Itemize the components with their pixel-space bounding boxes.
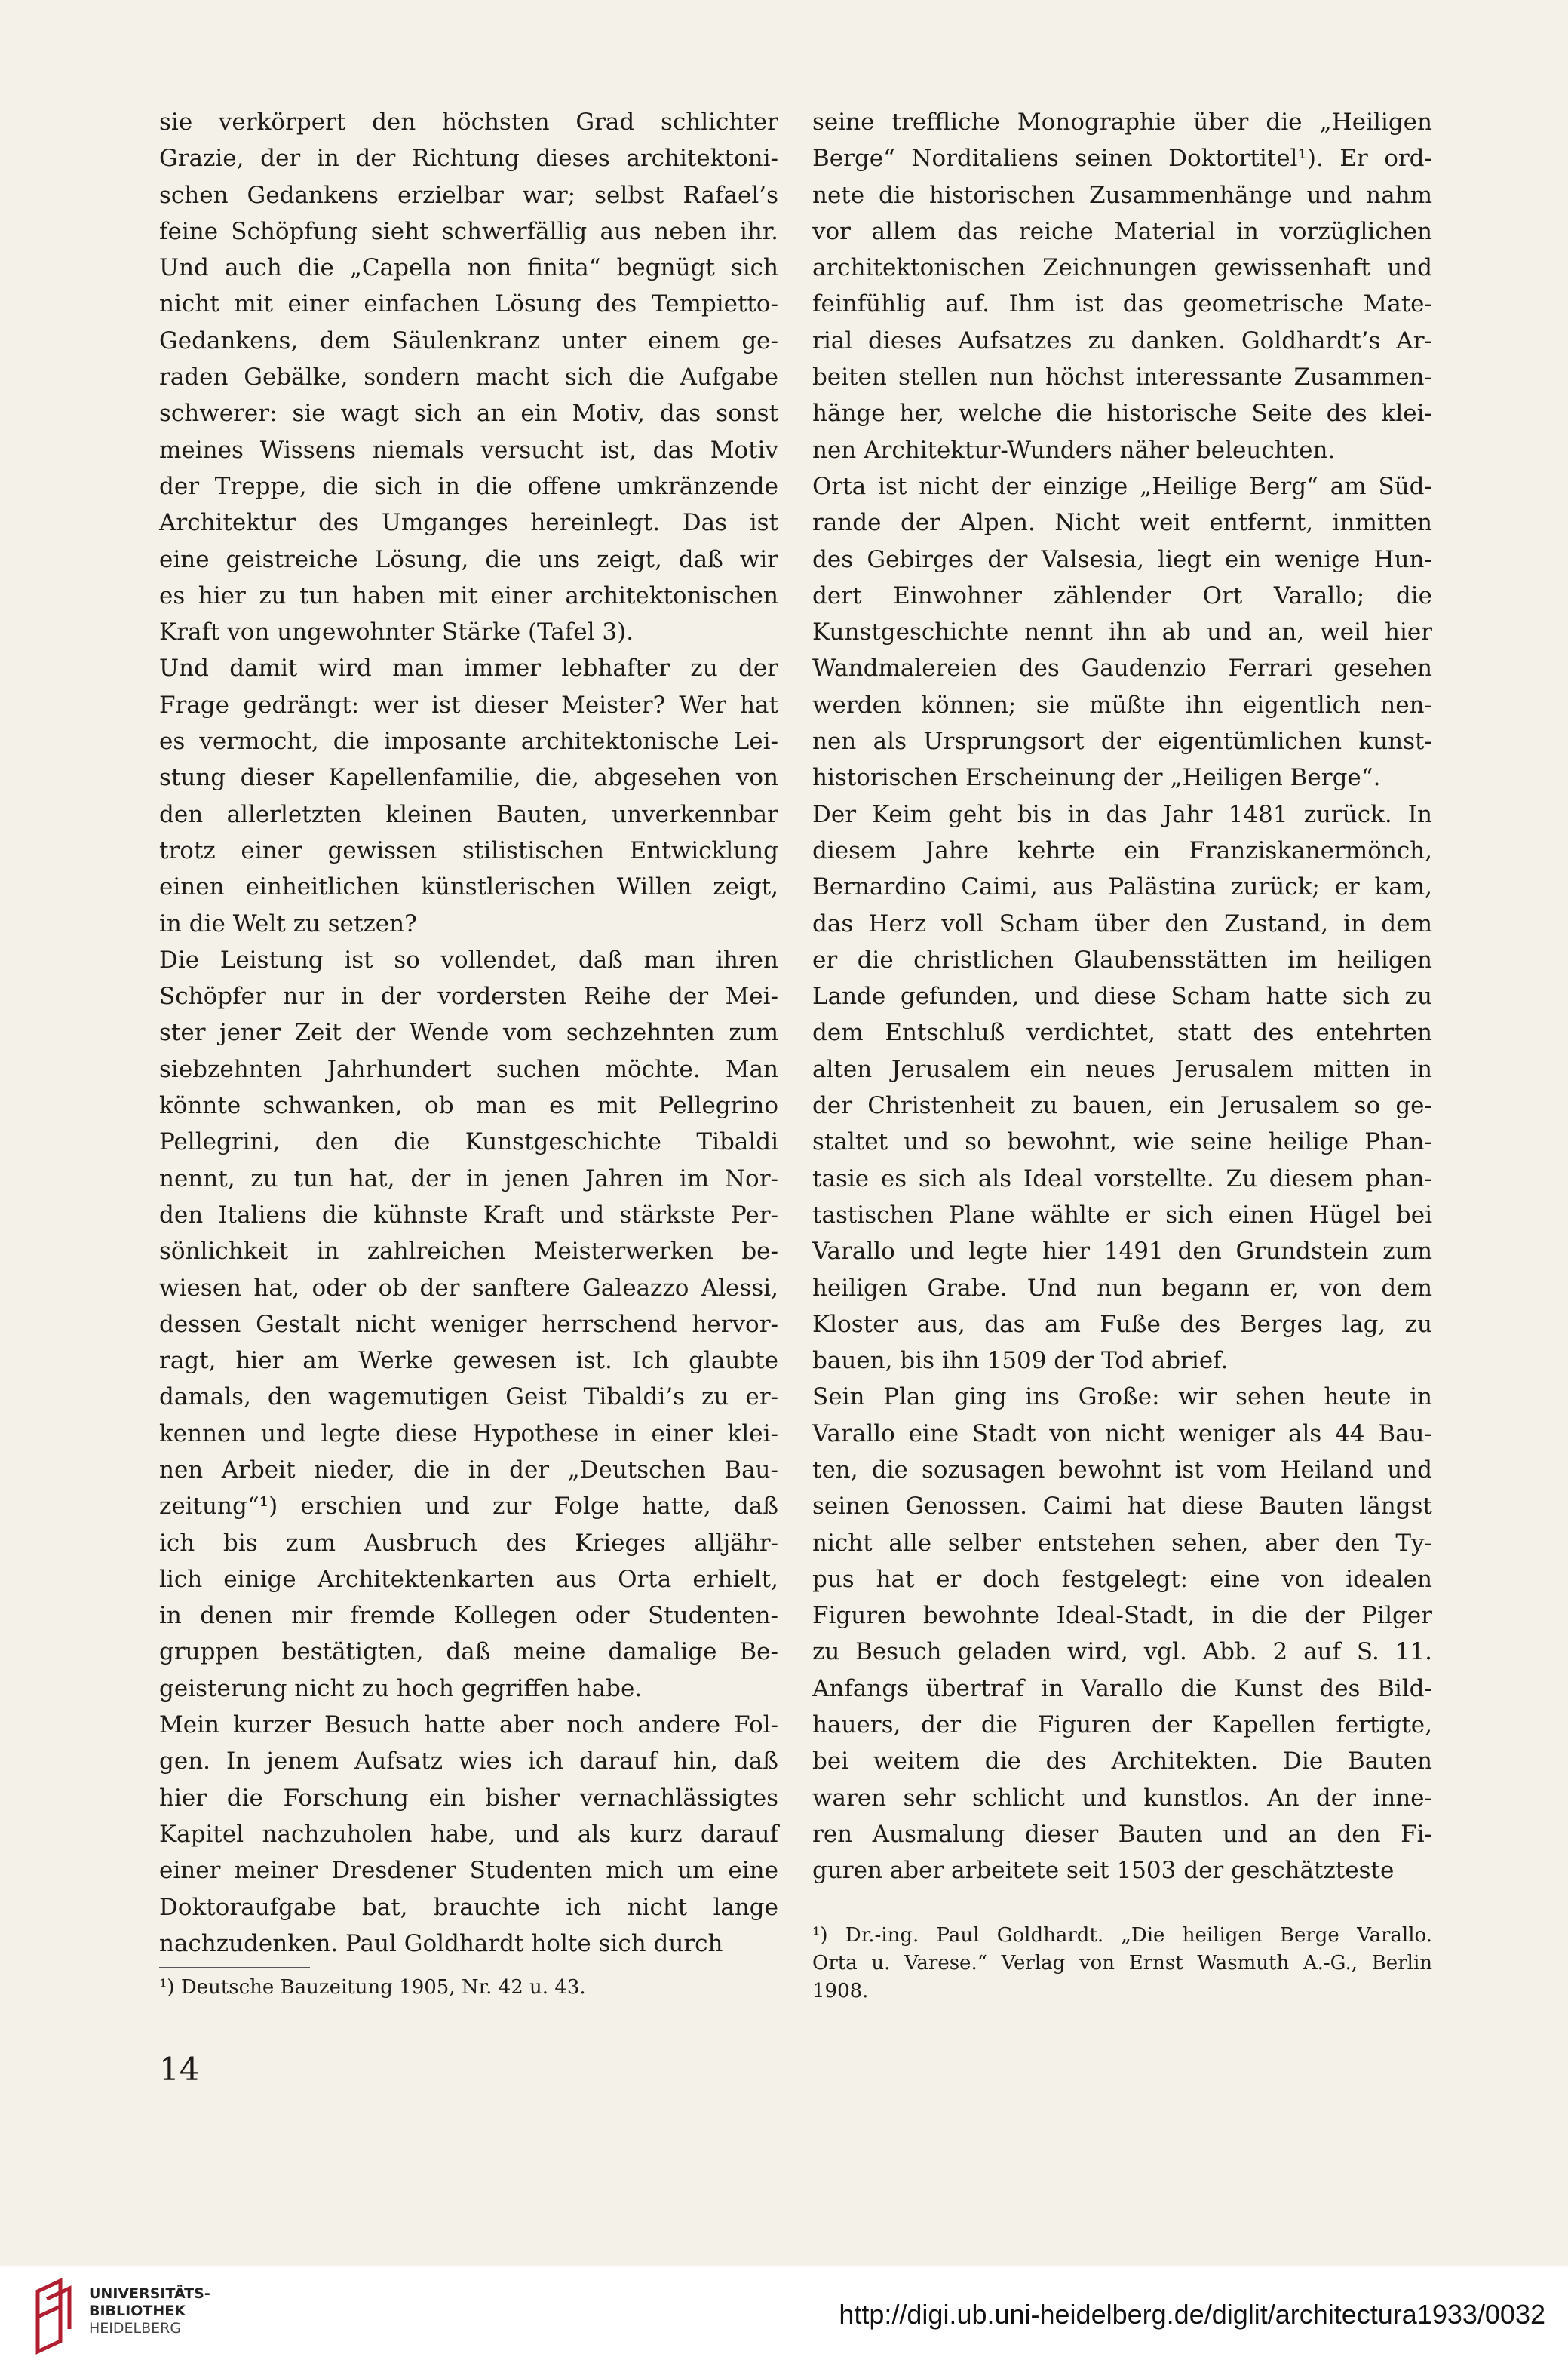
text-line: es hier zu tun haben mit einer architektonischen [159, 581, 778, 609]
text-line: dem Entschluß verdichtet, statt des entehrten [812, 1019, 1432, 1047]
text-line: damals, den wagemutigen Geist Tibaldi’s zu er- [159, 1383, 778, 1411]
text-line: Sein Plan ging ins Große: wir sehen heute in [812, 1383, 1432, 1411]
text-line: ren Ausmalung dieser Bauten und an den Fi- [812, 1820, 1432, 1848]
right-footnote [812, 1922, 1432, 2005]
text-line: diesem Jahre kehrte ein Franziskanermönch, [812, 836, 1432, 864]
text-line: sönlichkeit in zahlreichen Meisterwerken be- [159, 1238, 778, 1266]
text-line: Varallo eine Stadt von nicht weniger als 44 Bau- [812, 1419, 1432, 1447]
text-line: Berge“ Norditaliens seinen Doktortitel¹). Er ord- [812, 145, 1432, 173]
text-line: einer meiner Dresdener Studenten mich um eine [159, 1857, 778, 1885]
text-line: hauers, der die Figuren der Kapellen fertigte, [812, 1711, 1432, 1739]
text-line: ster jener Zeit der Wende vom sechzehnten zum [159, 1019, 778, 1047]
text-line: Kloster aus, das am Fuße des Berges lag, zu [812, 1310, 1432, 1338]
text-line: schwerer: sie wagt sich an ein Motiv, das sonst [159, 400, 778, 428]
text-line: Kraft von ungewohnter Stärke (Tafel 3). [159, 618, 634, 646]
text-line: nachzudenken. Paul Goldhardt holte sich durch [159, 1929, 723, 1957]
text-line: der Christenheit zu bauen, ein Jerusalem so ge- [812, 1092, 1432, 1120]
text-line: sie verkörpert den höchsten Grad schlichter [159, 109, 778, 136]
text-line: dert Einwohner zählender Ort Varallo; die [812, 581, 1432, 609]
text-line: tastischen Plane wählte er sich einen Hügel bei [812, 1201, 1432, 1229]
text-line: Wandmalereien des Gaudenzio Ferrari gesehen [812, 655, 1432, 683]
text-line: nen als Ursprungsort der eigentümlichen kunst- [812, 728, 1432, 756]
text-line: seine treffliche Monographie über die „Heiligen [812, 109, 1432, 136]
text-line: hier die Forschung ein bisher vernachlässigtes [159, 1784, 778, 1812]
text-line: raden Gebälke, sondern macht sich die Aufgabe [159, 364, 778, 391]
footnote-line: ¹) Dr.-ing. Paul Goldhardt. „Die heiligen Berge Varallo. [812, 1924, 1432, 1947]
text-line: heiligen Grabe. Und nun begann er, von dem [812, 1274, 1432, 1302]
text-line: guren aber arbeitete seit 1503 der geschätzteste [812, 1857, 1395, 1885]
text-line: Kunstgeschichte nennt ihn ab und an, weil hier [812, 618, 1432, 646]
logo-line-1: UNIVERSITÄTS- [89, 2285, 210, 2302]
text-line: ragt, hier am Werke gewesen ist. Ich glaubte [159, 1347, 778, 1375]
text-line: gen. In jenem Aufsatz wies ich darauf hin, daß [159, 1748, 778, 1775]
text-line: nennt, zu tun hat, der in jenen Jahren im Nor- [159, 1165, 778, 1192]
text-line: meines Wissens niemals versucht ist, das Motiv [159, 436, 778, 464]
text-line: nen Architektur-Wunders näher beleuchten. [812, 436, 1336, 464]
page-number: 14 [159, 2051, 200, 2088]
text-line: feinfühlig auf. Ihm ist das geometrische Mate- [812, 290, 1432, 318]
right-text-column [812, 104, 1432, 1889]
text-line: Mein kurzer Besuch hatte aber noch andere Fol- [159, 1711, 778, 1739]
text-line: zu Besuch geladen wird, vgl. Abb. 2 auf S. 11. [812, 1638, 1432, 1666]
footnote-line: Orta u. Varese.“ Verlag von Ernst Wasmuth A.-G., Berlin [812, 1952, 1432, 1975]
text-line: in denen mir fremde Kollegen oder Studenten- [159, 1602, 778, 1630]
text-line: das Herz voll Scham über den Zustand, in dem [812, 910, 1432, 937]
text-line: einen einheitlichen künstlerischen Willen zeigt, [159, 873, 778, 901]
text-line: waren sehr schlicht und kunstlos. An der inne- [812, 1784, 1432, 1812]
text-line: hänge her, welche die historische Seite des klei- [812, 400, 1432, 428]
text-line: staltet und so bewohnt, wie seine heilige Phan- [812, 1128, 1432, 1156]
text-line: seinen Genossen. Caimi hat diese Bauten längst [812, 1493, 1432, 1520]
text-line: siebzehnten Jahrhundert suchen möchte. Man [159, 1055, 778, 1083]
text-line: Schöpfer nur in der vordersten Reihe der Mei- [159, 983, 778, 1011]
logo-line-2: BIBLIOTHEK [89, 2303, 186, 2319]
text-line: Die Leistung ist so vollendet, daß man ihren [159, 946, 778, 974]
text-line: tasie es sich als Ideal vorstellte. Zu diesem phan- [812, 1165, 1432, 1192]
text-line: Architektur des Umganges hereinlegt. Das ist [159, 509, 778, 537]
source-url-link[interactable]: http://digi.ub.uni-heidelberg.de/diglit/architectura1933/0032 [839, 2299, 1545, 2330]
text-line: architektonischen Zeichnungen gewissenhaft und [812, 254, 1432, 282]
text-line: vor allem das reiche Material in vorzüglichen [812, 217, 1432, 245]
library-logo-icon [30, 2276, 78, 2359]
text-line: dessen Gestalt nicht weniger herrschend hervor- [159, 1310, 778, 1338]
text-line: des Gebirges der Valsesia, liegt ein wenige Hun- [812, 545, 1432, 573]
text-line: eine geistreiche Lösung, die uns zeigt, daß wir [159, 545, 778, 573]
text-line: nicht alle selber entstehen sehen, aber den Ty- [812, 1529, 1432, 1557]
text-line: Gedankens, dem Säulenkranz unter einem ge- [159, 327, 778, 354]
text-line: schen Gedankens erzielbar war; selbst Rafael’s [159, 181, 778, 209]
text-line: werden können; sie müßte ihn eigentlich nen- [812, 691, 1432, 719]
logo-line-3: HEIDELBERG [89, 2320, 182, 2337]
text-line: Pellegrini, den die Kunstgeschichte Tibaldi [159, 1128, 778, 1156]
text-line: könnte schwanken, ob man es mit Pellegrino [159, 1092, 778, 1120]
left-footnote: ¹) Deutsche Bauzeitung 1905, Nr. 42 u. 43. [159, 1976, 586, 1999]
text-line: geisterung nicht zu hoch gegriffen habe. [159, 1674, 643, 1702]
text-line: Bernardino Caimi, aus Palästina zurück; er kam, [812, 873, 1432, 901]
text-line: Figuren bewohnte Ideal-Stadt, in die der Pilger [812, 1602, 1432, 1630]
text-line: stung dieser Kapellenfamilie, die, abgesehen von [159, 764, 778, 792]
text-line: bauen, bis ihn 1509 der Tod abrief. [812, 1347, 1229, 1375]
text-line: Grazie, der in der Richtung dieses architektoni- [159, 145, 778, 173]
text-line: Varallo und legte hier 1491 den Grundstein zum [812, 1238, 1432, 1266]
text-line: in die Welt zu setzen? [159, 910, 417, 937]
text-line: zeitung“¹) erschien und zur Folge hatte, daß [159, 1493, 778, 1520]
text-line: Kapitel nachzuholen habe, und als kurz darauf [159, 1820, 778, 1848]
text-line: nicht mit einer einfachen Lösung des Tempietto- [159, 290, 778, 318]
text-line: ich bis zum Ausbruch des Krieges alljähr- [159, 1529, 778, 1557]
text-line: es vermocht, die imposante architektonische Lei- [159, 728, 778, 756]
text-line: alten Jerusalem ein neues Jerusalem mitten in [812, 1055, 1432, 1083]
text-line: kennen und legte diese Hypothese in einer klei- [159, 1419, 778, 1447]
text-line: Doktoraufgabe bat, brauchte ich nicht lange [159, 1893, 778, 1921]
text-line: pus hat er doch festgelegt: eine von idealen [812, 1565, 1432, 1593]
text-line: ten, die sozusagen bewohnt ist vom Heiland und [812, 1456, 1432, 1484]
text-line: den allerletzten kleinen Bauten, unverkennbar [159, 800, 778, 828]
text-line: den Italiens die kühnste Kraft und stärkste Per- [159, 1201, 778, 1229]
text-line: rande der Alpen. Nicht weit entfernt, inmitten [812, 509, 1432, 537]
text-line: rial dieses Aufsatzes zu danken. Goldhardt’s Ar- [812, 327, 1432, 354]
text-line: Lande gefunden, und diese Scham hatte sich zu [812, 983, 1432, 1011]
text-line: wiesen hat, oder ob der sanftere Galeazzo Alessi, [159, 1274, 778, 1302]
text-line: Anfangs übertraf in Varallo die Kunst des Bild- [812, 1674, 1432, 1702]
text-line: er die christlichen Glaubensstätten im heiligen [812, 946, 1432, 974]
footnote-line: 1908. [812, 1980, 869, 2002]
text-line: Frage gedrängt: wer ist dieser Meister? Wer hat [159, 691, 778, 719]
text-line: der Treppe, die sich in die offene umkränzende [159, 472, 778, 500]
text-line: Der Keim geht bis in das Jahr 1481 zurück. In [812, 800, 1432, 828]
text-line: nen Arbeit nieder, die in der „Deutschen Bau- [159, 1456, 778, 1484]
text-line: nete die historischen Zusammenhänge und nahm [812, 181, 1432, 209]
text-line: Orta ist nicht der einzige „Heilige Berg“ am Süd- [812, 472, 1432, 500]
text-line: Und auch die „Capella non finita“ begnügt sich [159, 254, 778, 282]
text-line: beiten stellen nun höchst interessante Zusammen- [812, 364, 1432, 391]
text-line: trotz einer gewissen stilistischen Entwicklung [159, 836, 778, 864]
text-line: bei weitem die des Architekten. Die Bauten [812, 1748, 1432, 1775]
text-line: feine Schöpfung sieht schwerfällig aus neben ihr. [159, 217, 778, 245]
left-text-column [159, 104, 778, 1962]
text-line: Und damit wird man immer lebhafter zu der [159, 655, 778, 683]
text-line: historischen Erscheinung der „Heiligen Berge“. [812, 764, 1381, 792]
text-line: lich einige Architektenkarten aus Orta erhielt, [159, 1565, 778, 1593]
text-line: gruppen bestätigten, daß meine damalige Be- [159, 1638, 778, 1666]
library-logo-text [89, 2285, 210, 2337]
left-footnote-rule [159, 1967, 310, 1968]
